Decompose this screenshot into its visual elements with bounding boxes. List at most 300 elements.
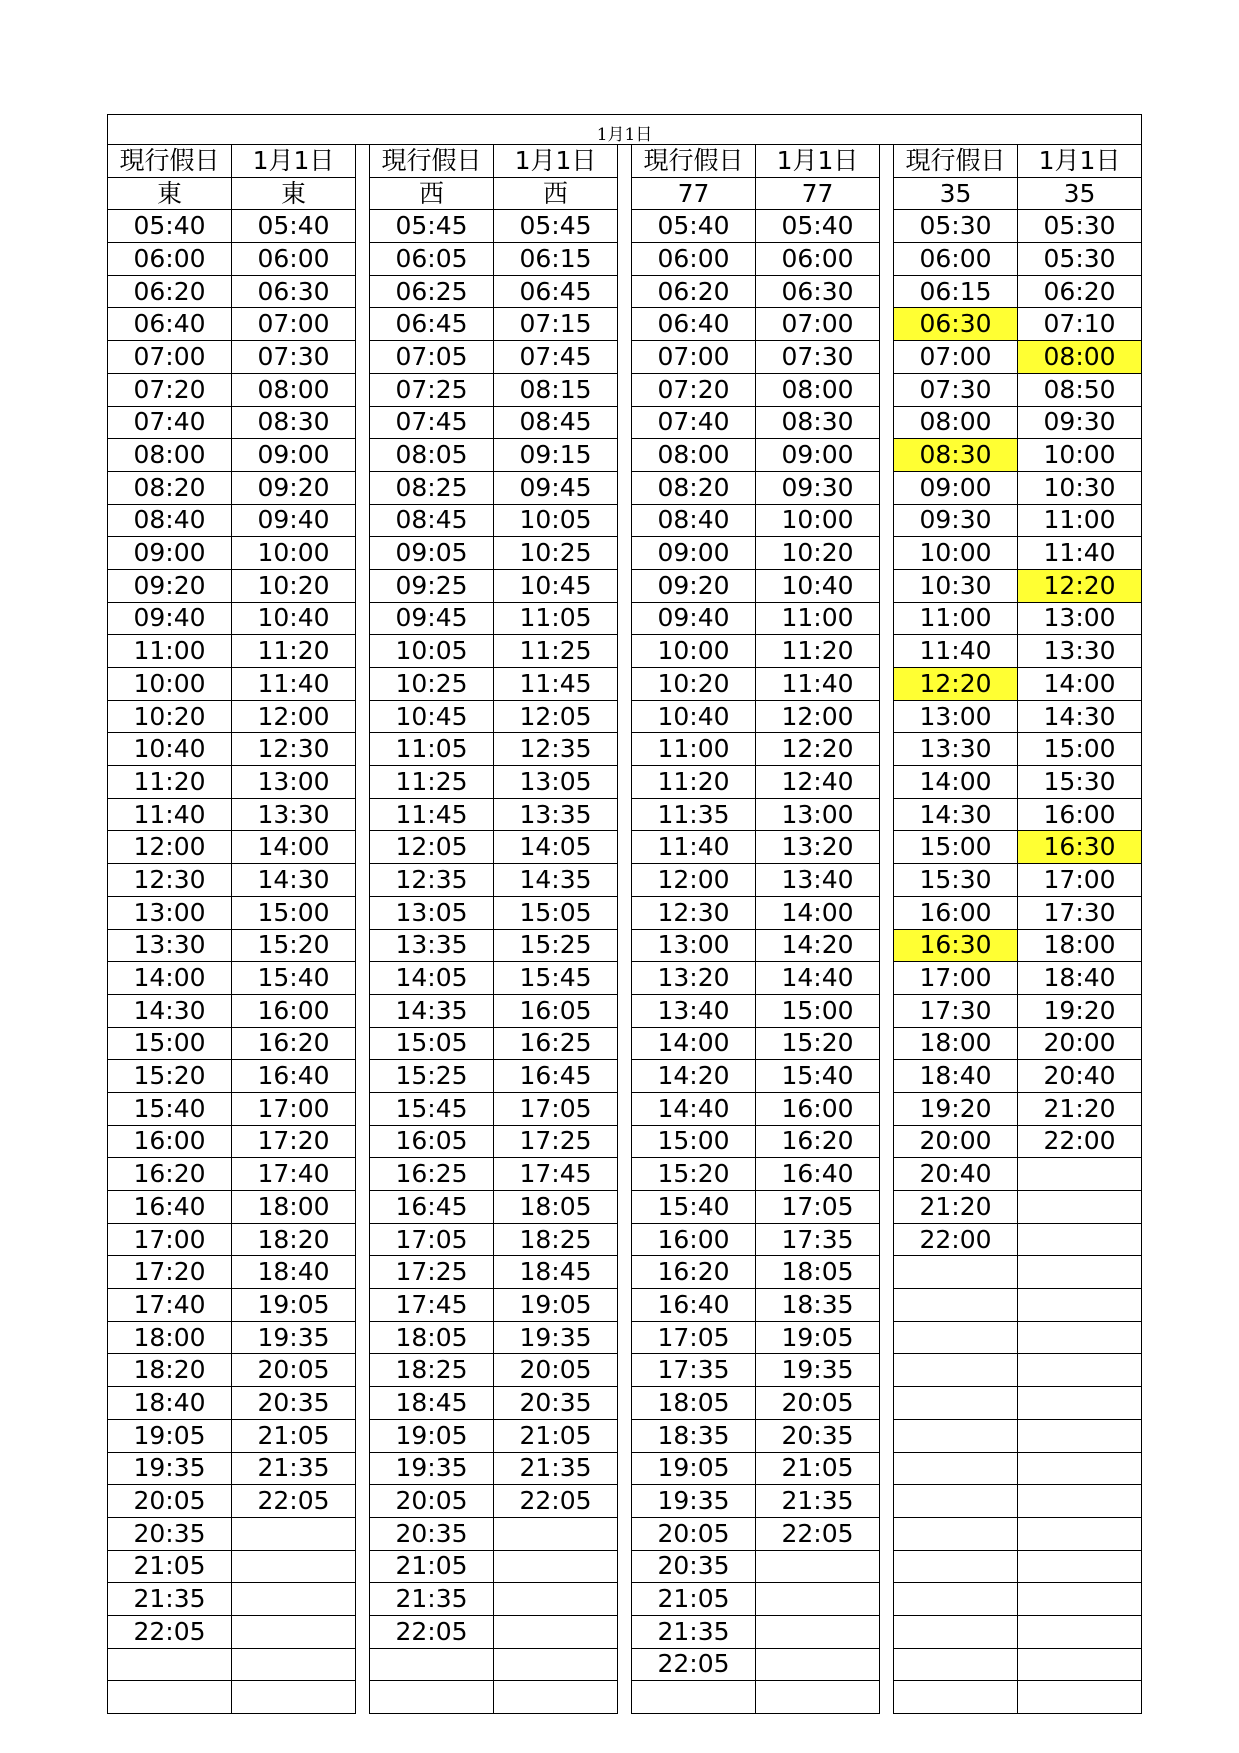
time-cell: 11:40 [756,668,880,701]
group-separator [618,1256,632,1289]
group-separator [356,1387,370,1420]
time-cell: 11:20 [108,766,232,799]
time-cell: 19:20 [894,1092,1018,1125]
table-row [108,210,1142,243]
group-separator [880,668,894,701]
direction-label: 77 [632,177,756,210]
group-separator [356,1223,370,1256]
column-header: 現行假日 [108,145,232,178]
empty-cell [894,1452,1018,1485]
time-cell: 06:00 [894,243,1018,276]
time-cell: 22:00 [894,1223,1018,1256]
time-cell: 21:05 [632,1583,756,1616]
empty-cell [1018,1223,1142,1256]
group-separator [356,1158,370,1191]
group-separator [618,766,632,799]
time-cell: 14:30 [894,798,1018,831]
time-cell: 15:40 [232,962,356,995]
empty-cell [894,1387,1018,1420]
time-cell: 20:40 [894,1158,1018,1191]
time-cell: 18:45 [370,1387,494,1420]
table-row [108,1419,1142,1452]
group-separator [356,1550,370,1583]
empty-cell [232,1550,356,1583]
group-separator [356,439,370,472]
timetable [107,114,1142,1714]
time-cell: 12:00 [756,700,880,733]
time-cell: 21:35 [232,1452,356,1485]
group-separator [356,471,370,504]
time-cell: 13:00 [1018,602,1142,635]
time-cell: 12:30 [108,864,232,897]
time-cell: 19:05 [232,1289,356,1322]
time-cell: 06:05 [370,243,494,276]
time-cell: 10:45 [370,700,494,733]
time-cell: 11:00 [1018,504,1142,537]
time-cell: 20:35 [632,1550,756,1583]
time-cell: 11:20 [232,635,356,668]
column-header: 1月1日 [494,145,618,178]
time-cell: 18:45 [494,1256,618,1289]
table-row [108,1027,1142,1060]
empty-cell [1018,1615,1142,1648]
time-cell: 20:35 [494,1387,618,1420]
time-cell: 13:30 [108,929,232,962]
group-separator [880,1550,894,1583]
time-cell: 10:05 [370,635,494,668]
time-cell: 16:00 [632,1223,756,1256]
table-row [108,1060,1142,1093]
time-cell: 16:00 [232,994,356,1027]
time-cell: 09:30 [756,471,880,504]
group-separator [356,798,370,831]
time-cell: 07:45 [494,341,618,374]
time-cell: 06:00 [108,243,232,276]
time-cell: 17:45 [370,1289,494,1322]
time-cell: 20:40 [1018,1060,1142,1093]
time-cell: 15:25 [494,929,618,962]
table-row [108,864,1142,897]
empty-cell [632,1681,756,1714]
group-separator [880,569,894,602]
time-cell: 20:05 [494,1354,618,1387]
group-separator [618,439,632,472]
table-row [108,1452,1142,1485]
time-cell: 12:40 [756,766,880,799]
table-row [108,1583,1142,1616]
empty-cell [370,1648,494,1681]
time-cell: 06:20 [108,275,232,308]
empty-cell [494,1615,618,1648]
time-cell: 16:00 [1018,798,1142,831]
group-separator [356,1354,370,1387]
group-separator [618,1387,632,1420]
group-separator [618,1321,632,1354]
time-cell: 14:00 [894,766,1018,799]
time-cell: 19:05 [108,1419,232,1452]
group-separator [880,1158,894,1191]
group-separator [880,766,894,799]
empty-cell [894,1550,1018,1583]
time-cell: 17:30 [1018,896,1142,929]
time-cell: 10:20 [756,537,880,570]
empty-cell [494,1583,618,1616]
time-cell: 17:35 [632,1354,756,1387]
time-cell: 10:00 [108,668,232,701]
time-cell: 15:30 [894,864,1018,897]
time-cell: 11:40 [108,798,232,831]
time-cell: 07:40 [632,406,756,439]
time-cell: 06:15 [494,243,618,276]
time-cell: 13:20 [756,831,880,864]
group-separator [618,1485,632,1518]
time-cell: 20:05 [232,1354,356,1387]
empty-cell [1018,1191,1142,1224]
time-cell: 07:20 [108,373,232,406]
table-row [108,1092,1142,1125]
group-separator [880,1681,894,1714]
time-cell: 12:05 [370,831,494,864]
group-separator [618,635,632,668]
empty-cell [1018,1387,1142,1420]
time-cell: 10:00 [632,635,756,668]
time-cell: 07:45 [370,406,494,439]
group-separator [880,471,894,504]
group-separator [618,994,632,1027]
time-cell: 20:35 [370,1517,494,1550]
time-cell: 09:05 [370,537,494,570]
group-separator [880,994,894,1027]
group-separator [356,668,370,701]
group-separator [880,896,894,929]
group-separator [618,308,632,341]
direction-label: 35 [894,177,1018,210]
group-separator [618,896,632,929]
column-header: 現行假日 [370,145,494,178]
time-cell: 21:35 [494,1452,618,1485]
group-separator [356,831,370,864]
group-separator [618,1354,632,1387]
time-cell: 11:00 [632,733,756,766]
empty-cell [1018,1289,1142,1322]
group-separator [618,798,632,831]
time-cell: 08:20 [108,471,232,504]
time-cell: 10:20 [108,700,232,733]
empty-cell [1018,1354,1142,1387]
empty-cell [894,1615,1018,1648]
group-separator [618,1060,632,1093]
table-row [108,537,1142,570]
group-separator [880,1092,894,1125]
time-cell: 12:35 [370,864,494,897]
group-separator [356,275,370,308]
time-cell: 07:20 [632,373,756,406]
group-separator [880,504,894,537]
time-cell: 17:05 [632,1321,756,1354]
time-cell: 14:00 [108,962,232,995]
time-cell: 09:20 [232,471,356,504]
time-cell: 19:20 [1018,994,1142,1027]
time-cell: 09:20 [632,569,756,602]
empty-cell [232,1517,356,1550]
time-cell: 07:00 [756,308,880,341]
time-cell: 10:00 [756,504,880,537]
group-separator [356,1452,370,1485]
time-cell: 21:05 [756,1452,880,1485]
time-cell: 10:00 [1018,439,1142,472]
time-cell: 15:00 [108,1027,232,1060]
group-separator [618,1419,632,1452]
time-cell: 12:00 [108,831,232,864]
column-header: 1月1日 [756,145,880,178]
group-separator [618,831,632,864]
time-cell: 11:40 [632,831,756,864]
empty-cell [1018,1648,1142,1681]
time-cell: 19:35 [108,1452,232,1485]
time-cell: 17:25 [494,1125,618,1158]
group-separator [356,1191,370,1224]
time-cell: 10:40 [108,733,232,766]
group-separator [880,1191,894,1224]
group-separator [880,373,894,406]
time-cell: 19:35 [232,1321,356,1354]
time-cell: 13:00 [232,766,356,799]
time-cell: 15:25 [370,1060,494,1093]
table-row [108,439,1142,472]
empty-cell [894,1517,1018,1550]
time-cell: 11:45 [370,798,494,831]
empty-cell [1018,1583,1142,1616]
time-cell: 06:45 [494,275,618,308]
group-separator [880,1485,894,1518]
time-cell: 10:40 [756,569,880,602]
time-cell: 15:30 [1018,766,1142,799]
group-separator [880,537,894,570]
table-row [108,733,1142,766]
time-cell: 06:20 [1018,275,1142,308]
table-row [108,1191,1142,1224]
time-cell: 16:40 [232,1060,356,1093]
group-separator [356,635,370,668]
time-cell: 17:40 [232,1158,356,1191]
time-cell: 12:20 [1018,569,1142,602]
time-cell: 11:00 [894,602,1018,635]
column-header-row [108,145,1142,178]
time-cell: 21:05 [494,1419,618,1452]
time-cell: 18:40 [108,1387,232,1420]
time-cell: 16:20 [232,1027,356,1060]
time-cell: 15:40 [108,1092,232,1125]
time-cell: 14:05 [370,962,494,995]
time-cell: 09:00 [108,537,232,570]
time-cell: 19:35 [494,1321,618,1354]
time-cell: 09:00 [232,439,356,472]
time-cell: 21:35 [108,1583,232,1616]
time-cell: 08:20 [632,471,756,504]
group-separator [356,210,370,243]
time-cell: 14:40 [756,962,880,995]
time-cell: 12:05 [494,700,618,733]
group-separator [880,1615,894,1648]
empty-cell [1018,1681,1142,1714]
group-separator [880,1517,894,1550]
time-cell: 12:20 [894,668,1018,701]
time-cell: 16:00 [894,896,1018,929]
group-separator [356,406,370,439]
empty-cell [894,1681,1018,1714]
group-separator [618,177,632,210]
time-cell: 11:00 [108,635,232,668]
table-row [108,798,1142,831]
time-cell: 15:00 [232,896,356,929]
empty-cell [494,1517,618,1550]
time-cell: 22:05 [370,1615,494,1648]
time-cell: 09:40 [632,602,756,635]
time-cell: 11:05 [370,733,494,766]
group-separator [618,504,632,537]
group-separator [618,1517,632,1550]
table-row [108,700,1142,733]
time-cell: 17:05 [370,1223,494,1256]
time-cell: 14:00 [232,831,356,864]
time-cell: 20:35 [756,1419,880,1452]
time-cell: 06:00 [232,243,356,276]
empty-cell [894,1485,1018,1518]
table-row [108,1485,1142,1518]
time-cell: 18:05 [756,1256,880,1289]
time-cell: 18:00 [108,1321,232,1354]
group-separator [618,700,632,733]
group-separator [618,569,632,602]
table-row [108,1517,1142,1550]
group-separator [880,831,894,864]
time-cell: 10:05 [494,504,618,537]
time-cell: 16:00 [108,1125,232,1158]
table-row [108,341,1142,374]
time-cell: 22:05 [108,1615,232,1648]
time-cell: 11:25 [370,766,494,799]
table-row [108,1158,1142,1191]
time-cell: 22:05 [756,1517,880,1550]
group-separator [880,177,894,210]
table-row [108,994,1142,1027]
group-separator [880,1223,894,1256]
time-cell: 08:00 [632,439,756,472]
time-cell: 08:15 [494,373,618,406]
group-separator [356,1289,370,1322]
direction-label: 東 [232,177,356,210]
group-separator [618,145,632,178]
direction-label: 東 [108,177,232,210]
empty-cell [756,1615,880,1648]
time-cell: 19:35 [756,1354,880,1387]
time-cell: 10:30 [1018,471,1142,504]
group-separator [356,1485,370,1518]
table-row [108,929,1142,962]
time-cell: 14:30 [108,994,232,1027]
time-cell: 06:30 [756,275,880,308]
time-cell: 07:30 [232,341,356,374]
time-cell: 15:05 [370,1027,494,1060]
time-cell: 21:35 [370,1583,494,1616]
group-separator [618,1550,632,1583]
group-separator [356,1615,370,1648]
group-separator [618,962,632,995]
empty-cell [1018,1419,1142,1452]
group-separator [618,406,632,439]
time-cell: 21:05 [370,1550,494,1583]
time-cell: 19:35 [370,1452,494,1485]
table-row [108,406,1142,439]
group-separator [880,1321,894,1354]
time-cell: 16:45 [370,1191,494,1224]
group-separator [880,406,894,439]
time-cell: 16:30 [1018,831,1142,864]
time-cell: 14:35 [494,864,618,897]
time-cell: 14:05 [494,831,618,864]
time-cell: 16:05 [370,1125,494,1158]
group-separator [356,373,370,406]
direction-label-row [108,177,1142,210]
group-separator [880,145,894,178]
time-cell: 15:45 [370,1092,494,1125]
time-cell: 08:45 [494,406,618,439]
time-cell: 17:30 [894,994,1018,1027]
group-separator [356,243,370,276]
group-separator [880,700,894,733]
time-cell: 12:30 [232,733,356,766]
empty-cell [370,1681,494,1714]
time-cell: 20:05 [632,1517,756,1550]
group-separator [618,537,632,570]
time-cell: 16:20 [756,1125,880,1158]
time-cell: 15:20 [632,1158,756,1191]
time-cell: 08:30 [756,406,880,439]
time-cell: 16:25 [370,1158,494,1191]
group-separator [356,896,370,929]
time-cell: 16:30 [894,929,1018,962]
time-cell: 06:00 [632,243,756,276]
group-separator [618,1125,632,1158]
time-cell: 18:40 [894,1060,1018,1093]
group-separator [356,929,370,962]
table-row [108,962,1142,995]
time-cell: 18:05 [494,1191,618,1224]
time-cell: 15:40 [632,1191,756,1224]
group-separator [356,1060,370,1093]
time-cell: 21:35 [756,1485,880,1518]
empty-cell [232,1648,356,1681]
time-cell: 16:40 [108,1191,232,1224]
time-cell: 16:40 [632,1289,756,1322]
time-cell: 09:45 [370,602,494,635]
group-separator [356,177,370,210]
time-cell: 09:25 [370,569,494,602]
group-separator [880,1648,894,1681]
time-cell: 17:05 [494,1092,618,1125]
time-cell: 13:40 [632,994,756,1027]
time-cell: 13:35 [494,798,618,831]
time-cell: 07:25 [370,373,494,406]
time-cell: 11:40 [1018,537,1142,570]
time-cell: 08:40 [108,504,232,537]
table-row [108,504,1142,537]
group-separator [880,1060,894,1093]
group-separator [356,1321,370,1354]
time-cell: 06:40 [632,308,756,341]
group-separator [618,1092,632,1125]
empty-cell [1018,1158,1142,1191]
